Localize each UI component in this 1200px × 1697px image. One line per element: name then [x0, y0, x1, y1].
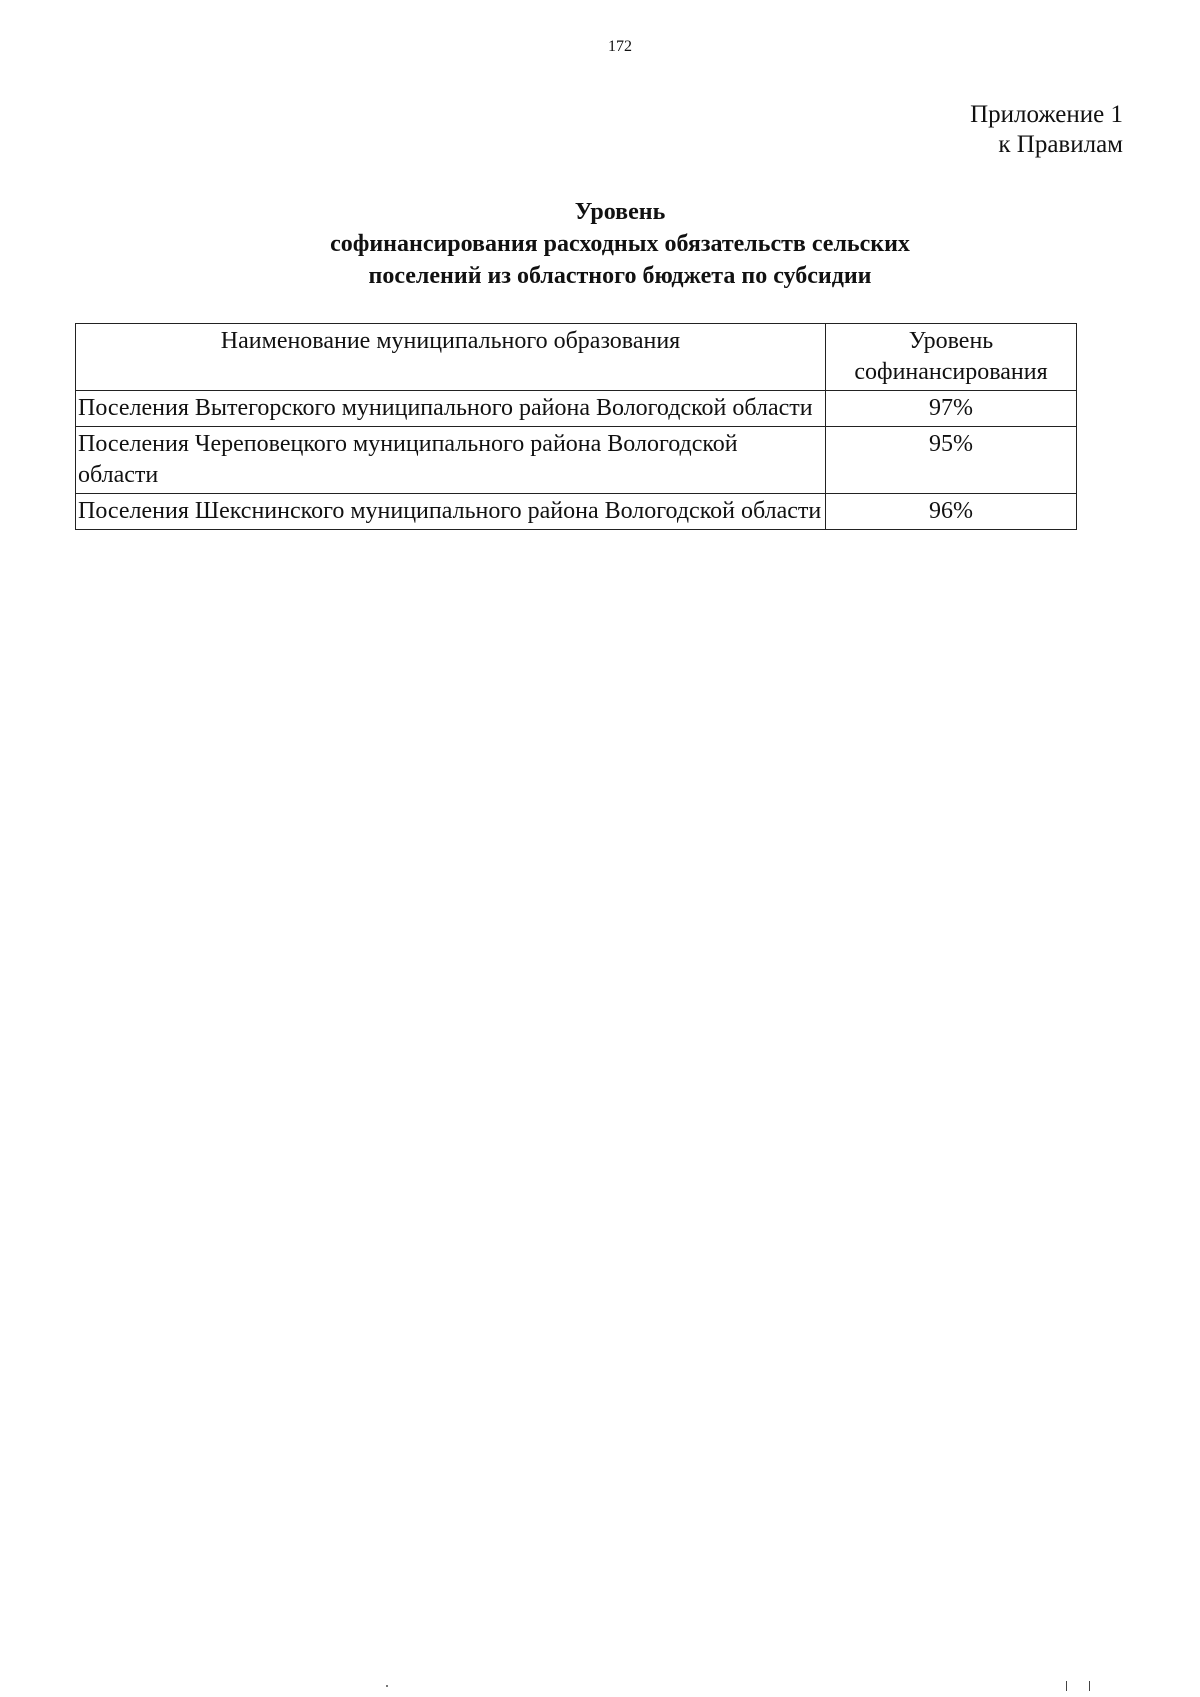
row-municipality-name: Поселения Шекснинского муниципального района Вологодской области — [76, 494, 826, 530]
row-cofinancing-level: 97% — [826, 391, 1077, 427]
row-cofinancing-level: 96% — [826, 494, 1077, 530]
document-title — [0, 196, 1200, 292]
title-line-2: софинансирования расходных обязательств сельских — [330, 231, 910, 257]
appendix-line-2: к Правилам — [998, 131, 1123, 158]
row-municipality-name: Поселения Череповецкого муниципального района Вологодской области — [76, 427, 826, 494]
title-line-3: поселений из областного бюджета по субсидии — [368, 263, 872, 289]
cofinancing-table — [75, 323, 1077, 530]
table-row — [76, 391, 1077, 427]
row-municipality-name: Поселения Вытегорского муниципального района Вологодской области — [76, 391, 826, 427]
header-municipality-name: Наименование муниципального образования — [76, 324, 826, 391]
appendix-line-1: Приложение 1 — [970, 101, 1123, 128]
table-row — [76, 427, 1077, 494]
table-header-row — [76, 324, 1077, 391]
header-cofinancing-level: Уровень софинансирования — [826, 324, 1077, 391]
row-cofinancing-level: 95% — [826, 427, 1077, 494]
table-row — [76, 494, 1077, 530]
scan-artifact-dot — [386, 1685, 388, 1687]
scan-artifact-mark — [1066, 1681, 1090, 1691]
appendix-note — [970, 100, 1123, 160]
page-number: 172 — [608, 38, 632, 55]
title-line-1: Уровень — [574, 199, 666, 225]
